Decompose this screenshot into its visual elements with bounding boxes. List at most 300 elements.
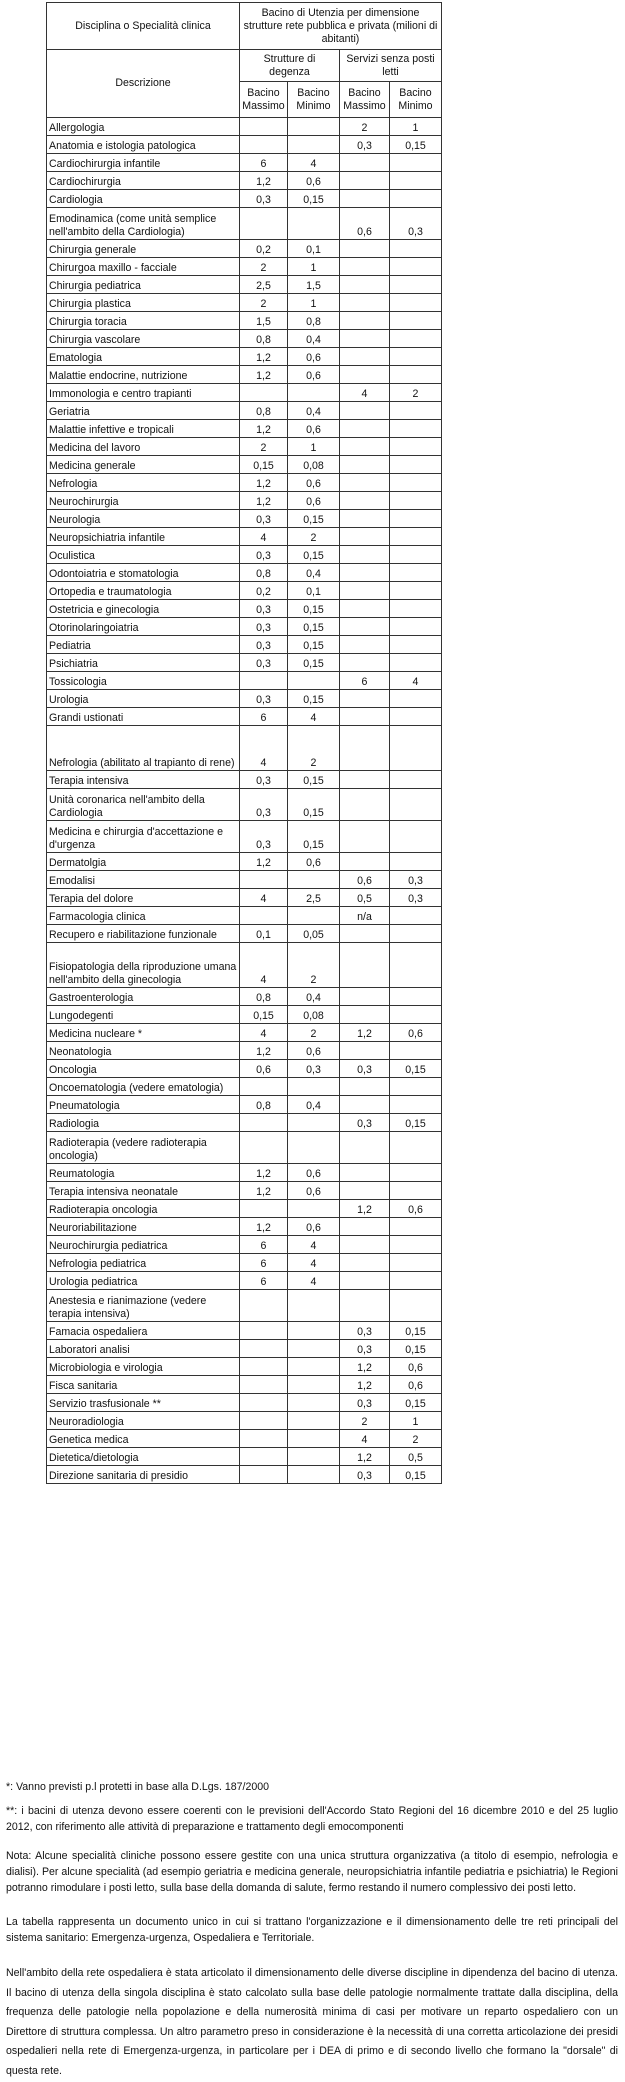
cell-disciplina: Chirurgia plastica: [47, 294, 240, 312]
cell-disciplina: Allergologia: [47, 118, 240, 136]
cell-strutture-bacino-minimo: 0,6: [288, 366, 340, 384]
table-row: [47, 258, 442, 276]
cell-strutture-bacino-massimo: 1,5: [240, 312, 288, 330]
table-row: [47, 1218, 442, 1236]
table-row: [47, 1322, 442, 1340]
cell-disciplina: Medicina generale: [47, 456, 240, 474]
cell-servizi-bacino-minimo: [390, 726, 442, 771]
cell-servizi-bacino-minimo: 0,3: [390, 208, 442, 240]
cell-strutture-bacino-massimo: 0,3: [240, 771, 288, 789]
cell-servizi-bacino-massimo: [340, 1164, 390, 1182]
cell-servizi-bacino-massimo: 0,6: [340, 208, 390, 240]
cell-strutture-bacino-minimo: [288, 907, 340, 925]
cell-strutture-bacino-minimo: 4: [288, 1272, 340, 1290]
table-row: [47, 771, 442, 789]
cell-strutture-bacino-minimo: [288, 1358, 340, 1376]
table-row: [47, 528, 442, 546]
cell-servizi-bacino-minimo: [390, 943, 442, 988]
cell-strutture-bacino-massimo: [240, 1114, 288, 1132]
table-row: [47, 1200, 442, 1218]
cell-strutture-bacino-massimo: [240, 907, 288, 925]
cell-servizi-bacino-massimo: 1,2: [340, 1448, 390, 1466]
cell-strutture-bacino-minimo: [288, 672, 340, 690]
cell-servizi-bacino-massimo: 0,3: [340, 1114, 390, 1132]
table-row: [47, 636, 442, 654]
cell-strutture-bacino-minimo: [288, 136, 340, 154]
cell-strutture-bacino-massimo: 1,2: [240, 348, 288, 366]
cell-servizi-bacino-minimo: 4: [390, 672, 442, 690]
cell-disciplina: Nefrologia (abilitato al trapianto di rene): [47, 726, 240, 771]
cell-servizi-bacino-massimo: 1,2: [340, 1024, 390, 1042]
table-row: [47, 1006, 442, 1024]
cell-disciplina: Urologia pediatrica: [47, 1272, 240, 1290]
cell-strutture-bacino-minimo: 4: [288, 708, 340, 726]
cell-servizi-bacino-minimo: 0,6: [390, 1024, 442, 1042]
cell-strutture-bacino-massimo: [240, 1376, 288, 1394]
cell-strutture-bacino-massimo: 0,15: [240, 1006, 288, 1024]
cell-strutture-bacino-minimo: 2: [288, 726, 340, 771]
cell-servizi-bacino-massimo: [340, 312, 390, 330]
cell-strutture-bacino-minimo: [288, 1322, 340, 1340]
cell-strutture-bacino-massimo: 0,8: [240, 988, 288, 1006]
cell-strutture-bacino-minimo: [288, 1340, 340, 1358]
cell-strutture-bacino-minimo: 0,15: [288, 190, 340, 208]
cell-strutture-bacino-minimo: 0,15: [288, 636, 340, 654]
cell-servizi-bacino-minimo: [390, 528, 442, 546]
table-row: [47, 1096, 442, 1114]
cell-strutture-bacino-massimo: [240, 118, 288, 136]
cell-strutture-bacino-massimo: 0,8: [240, 330, 288, 348]
cell-disciplina: Radioterapia (vedere radioterapia oncologia): [47, 1132, 240, 1164]
cell-servizi-bacino-massimo: [340, 190, 390, 208]
cell-strutture-bacino-massimo: 2: [240, 294, 288, 312]
cell-servizi-bacino-minimo: [390, 348, 442, 366]
table-row: [47, 420, 442, 438]
cell-servizi-bacino-massimo: [340, 708, 390, 726]
table-row: [47, 492, 442, 510]
cell-servizi-bacino-minimo: [390, 1078, 442, 1096]
cell-strutture-bacino-minimo: 1: [288, 294, 340, 312]
cell-servizi-bacino-massimo: 0,3: [340, 1060, 390, 1078]
table-row: [47, 1376, 442, 1394]
cell-servizi-bacino-massimo: 1,2: [340, 1200, 390, 1218]
cell-disciplina: Medicina e chirurgia d'accettazione e d'urgenza: [47, 821, 240, 853]
cell-strutture-bacino-massimo: 1,2: [240, 420, 288, 438]
cell-disciplina: Terapia intensiva neonatale: [47, 1182, 240, 1200]
table-row: [47, 312, 442, 330]
cell-strutture-bacino-massimo: 4: [240, 726, 288, 771]
table-row: [47, 708, 442, 726]
cell-servizi-bacino-minimo: [390, 1006, 442, 1024]
cell-disciplina: Grandi ustionati: [47, 708, 240, 726]
cell-disciplina: Farmacologia clinica: [47, 907, 240, 925]
table-row: [47, 294, 442, 312]
cell-disciplina: Anestesia e rianimazione (vedere terapia intensiva): [47, 1290, 240, 1322]
cell-strutture-bacino-massimo: [240, 1340, 288, 1358]
footnote-single-star: [6, 1779, 618, 1795]
cell-disciplina: Oncoematologia (vedere ematologia): [47, 1078, 240, 1096]
cell-servizi-bacino-massimo: [340, 420, 390, 438]
cell-strutture-bacino-massimo: 1,2: [240, 1164, 288, 1182]
cell-strutture-bacino-massimo: 1,2: [240, 1182, 288, 1200]
cell-disciplina: Dietetica/dietologia: [47, 1448, 240, 1466]
cell-strutture-bacino-massimo: [240, 1394, 288, 1412]
cell-disciplina: Neurologia: [47, 510, 240, 528]
cell-disciplina: Chirurgia toracia: [47, 312, 240, 330]
header-strutture-bacino-minimo: Bacino Minimo: [288, 82, 340, 118]
cell-servizi-bacino-minimo: [390, 312, 442, 330]
cell-disciplina: Immonologia e centro trapianti: [47, 384, 240, 402]
cell-disciplina: Terapia del dolore: [47, 889, 240, 907]
cell-strutture-bacino-minimo: 0,08: [288, 1006, 340, 1024]
table-row: [47, 1412, 442, 1430]
table-row: [47, 1430, 442, 1448]
cell-strutture-bacino-massimo: [240, 384, 288, 402]
cell-disciplina: Fisiopatologia della riproduzione umana nell'ambito della ginecologia: [47, 943, 240, 988]
cell-strutture-bacino-minimo: 0,15: [288, 510, 340, 528]
cell-servizi-bacino-minimo: [390, 366, 442, 384]
cell-strutture-bacino-massimo: 4: [240, 889, 288, 907]
cell-strutture-bacino-massimo: [240, 871, 288, 889]
cell-servizi-bacino-massimo: [340, 564, 390, 582]
cell-servizi-bacino-massimo: [340, 636, 390, 654]
cell-servizi-bacino-massimo: [340, 1290, 390, 1322]
cell-servizi-bacino-minimo: 0,6: [390, 1358, 442, 1376]
cell-servizi-bacino-minimo: [390, 438, 442, 456]
cell-servizi-bacino-minimo: 0,15: [390, 1114, 442, 1132]
cell-servizi-bacino-minimo: [390, 925, 442, 943]
table-row: [47, 1132, 442, 1164]
cell-strutture-bacino-massimo: 0,3: [240, 618, 288, 636]
cell-strutture-bacino-minimo: 0,6: [288, 420, 340, 438]
cell-strutture-bacino-minimo: 2,5: [288, 889, 340, 907]
table-row: [47, 118, 442, 136]
cell-servizi-bacino-minimo: [390, 1096, 442, 1114]
cell-disciplina: Malattie endocrine, nutrizione: [47, 366, 240, 384]
cell-strutture-bacino-massimo: 6: [240, 1272, 288, 1290]
cell-servizi-bacino-minimo: [390, 276, 442, 294]
table-row: [47, 925, 442, 943]
cell-servizi-bacino-minimo: [390, 1218, 442, 1236]
table-row: [47, 1114, 442, 1132]
cell-servizi-bacino-minimo: [390, 1272, 442, 1290]
cell-strutture-bacino-massimo: [240, 1466, 288, 1484]
cell-strutture-bacino-minimo: [288, 118, 340, 136]
cell-strutture-bacino-massimo: 0,3: [240, 600, 288, 618]
cell-servizi-bacino-minimo: [390, 771, 442, 789]
cell-strutture-bacino-minimo: 0,1: [288, 240, 340, 258]
cell-strutture-bacino-massimo: 6: [240, 1236, 288, 1254]
cell-strutture-bacino-minimo: 0,8: [288, 312, 340, 330]
cell-strutture-bacino-massimo: 0,3: [240, 690, 288, 708]
cell-servizi-bacino-massimo: [340, 853, 390, 871]
cell-disciplina: Chirurgia generale: [47, 240, 240, 258]
cell-disciplina: Neonatologia: [47, 1042, 240, 1060]
table-row: [47, 154, 442, 172]
cell-servizi-bacino-minimo: 0,15: [390, 1060, 442, 1078]
cell-strutture-bacino-massimo: 2,5: [240, 276, 288, 294]
cell-disciplina: Emodalisi: [47, 871, 240, 889]
cell-disciplina: Odontoiatria e stomatologia: [47, 564, 240, 582]
cell-disciplina: Gastroenterologia: [47, 988, 240, 1006]
cell-disciplina: Cardiochirurgia infantile: [47, 154, 240, 172]
cell-strutture-bacino-minimo: 0,6: [288, 1042, 340, 1060]
cell-servizi-bacino-minimo: [390, 708, 442, 726]
cell-disciplina: Direzione sanitaria di presidio: [47, 1466, 240, 1484]
table-row: [47, 1164, 442, 1182]
cell-servizi-bacino-minimo: [390, 821, 442, 853]
cell-servizi-bacino-minimo: [390, 510, 442, 528]
cell-servizi-bacino-minimo: 0,15: [390, 1322, 442, 1340]
cell-servizi-bacino-minimo: 0,6: [390, 1376, 442, 1394]
cell-strutture-bacino-minimo: 0,15: [288, 618, 340, 636]
table-row: [47, 1448, 442, 1466]
table-row: [47, 582, 442, 600]
table-row: [47, 330, 442, 348]
footnote-single-star-text: *: Vanno previsti p.l protetti in base alla D.Lgs. 187/2000: [6, 1781, 270, 1793]
cell-disciplina: Pediatria: [47, 636, 240, 654]
table-row: [47, 853, 442, 871]
cell-disciplina: Radiologia: [47, 1114, 240, 1132]
cell-strutture-bacino-minimo: [288, 1448, 340, 1466]
cell-disciplina: Neurochirurgia pediatrica: [47, 1236, 240, 1254]
cell-strutture-bacino-massimo: [240, 136, 288, 154]
cell-servizi-bacino-massimo: [340, 276, 390, 294]
cell-servizi-bacino-minimo: [390, 402, 442, 420]
cell-servizi-bacino-massimo: [340, 510, 390, 528]
cell-disciplina: Recupero e riabilitazione funzionale: [47, 925, 240, 943]
cell-servizi-bacino-massimo: [340, 1078, 390, 1096]
cell-servizi-bacino-minimo: [390, 600, 442, 618]
cell-servizi-bacino-massimo: [340, 154, 390, 172]
cell-servizi-bacino-minimo: 0,5: [390, 1448, 442, 1466]
table-row: [47, 871, 442, 889]
cell-strutture-bacino-massimo: 0,3: [240, 654, 288, 672]
cell-strutture-bacino-minimo: [288, 384, 340, 402]
cell-servizi-bacino-massimo: 0,5: [340, 889, 390, 907]
cell-disciplina: Laboratori analisi: [47, 1340, 240, 1358]
cell-disciplina: Neurochirurgia: [47, 492, 240, 510]
cell-strutture-bacino-massimo: 1,2: [240, 1042, 288, 1060]
cell-strutture-bacino-minimo: 0,08: [288, 456, 340, 474]
table-row: [47, 276, 442, 294]
cell-servizi-bacino-massimo: [340, 925, 390, 943]
cell-servizi-bacino-massimo: 1,2: [340, 1358, 390, 1376]
cell-strutture-bacino-massimo: 2: [240, 438, 288, 456]
cell-strutture-bacino-minimo: 0,6: [288, 1182, 340, 1200]
header-bacino-utenza: Bacino di Utenzia per dimensione strutture rete pubblica e privata (milioni di abitanti): [240, 3, 442, 50]
cell-servizi-bacino-massimo: [340, 330, 390, 348]
table-row: [47, 208, 442, 240]
cell-servizi-bacino-massimo: [340, 821, 390, 853]
cell-servizi-bacino-massimo: [340, 726, 390, 771]
cell-servizi-bacino-massimo: 2: [340, 118, 390, 136]
cell-strutture-bacino-minimo: 0,1: [288, 582, 340, 600]
table-row: [47, 1290, 442, 1322]
cell-strutture-bacino-minimo: 0,6: [288, 1164, 340, 1182]
cell-servizi-bacino-massimo: [340, 366, 390, 384]
table-row: [47, 546, 442, 564]
cell-strutture-bacino-massimo: 4: [240, 1024, 288, 1042]
cell-disciplina: Famacia ospedaliera: [47, 1322, 240, 1340]
cell-strutture-bacino-minimo: 0,15: [288, 821, 340, 853]
table-row: [47, 1042, 442, 1060]
cell-strutture-bacino-minimo: 0,6: [288, 348, 340, 366]
cell-servizi-bacino-minimo: [390, 492, 442, 510]
cell-strutture-bacino-minimo: 0,15: [288, 771, 340, 789]
cell-strutture-bacino-minimo: 0,15: [288, 690, 340, 708]
nota-text: Nota: Alcune specialità cliniche possono essere gestite con una unica struttura organizzativa (a titolo di esempio, nefrologia e dialisi). Per alcune specialità (ad esempio geriatria e medicina generale, neuropsichiatria infantile pediatria e psichiatria) le Regioni potranno rimodulare i posti letto, sulla base della domanda di salute, fermo restando il numero complessivo dei posti letto.: [6, 1850, 618, 1894]
cell-disciplina: Cardiochirurgia: [47, 172, 240, 190]
cell-disciplina: Neuroradiologia: [47, 1412, 240, 1430]
cell-servizi-bacino-minimo: [390, 988, 442, 1006]
table-row: [47, 690, 442, 708]
cell-servizi-bacino-minimo: [390, 1290, 442, 1322]
cell-strutture-bacino-minimo: 0,4: [288, 1096, 340, 1114]
header-servizi-bacino-minimo: Bacino Minimo: [390, 82, 442, 118]
cell-disciplina: Malattie infettive e tropicali: [47, 420, 240, 438]
tabella-paragraph: [6, 1914, 618, 1946]
cell-disciplina: Ortopedia e traumatologia: [47, 582, 240, 600]
cell-strutture-bacino-massimo: 0,3: [240, 821, 288, 853]
cell-servizi-bacino-massimo: [340, 1006, 390, 1024]
cell-strutture-bacino-minimo: 1: [288, 258, 340, 276]
cell-servizi-bacino-minimo: 0,15: [390, 1394, 442, 1412]
tabella-text: La tabella rappresenta un documento unico in cui si trattano l'organizzazione e il dimensionamento delle tre reti principali del sistema sanitario: Emergenza-urgenza, Ospedaliera e Territoriale.: [6, 1916, 618, 1944]
cell-disciplina: Ostetricia e ginecologia: [47, 600, 240, 618]
cell-strutture-bacino-minimo: 0,15: [288, 654, 340, 672]
cell-disciplina: Unità coronarica nell'ambito della Cardiologia: [47, 789, 240, 821]
table-row: [47, 789, 442, 821]
cell-strutture-bacino-massimo: [240, 1132, 288, 1164]
cell-strutture-bacino-massimo: 1,2: [240, 366, 288, 384]
cell-servizi-bacino-minimo: [390, 618, 442, 636]
cell-disciplina: Fisca sanitaria: [47, 1376, 240, 1394]
footnote-double-star: [6, 1803, 618, 1835]
cell-disciplina: Cardiologia: [47, 190, 240, 208]
header-disciplina: Disciplina o Specialità clinica: [47, 3, 240, 50]
cell-servizi-bacino-massimo: [340, 988, 390, 1006]
cell-servizi-bacino-massimo: [340, 690, 390, 708]
cell-strutture-bacino-minimo: 0,3: [288, 1060, 340, 1078]
cell-strutture-bacino-massimo: [240, 1200, 288, 1218]
cell-servizi-bacino-minimo: [390, 1042, 442, 1060]
cell-strutture-bacino-massimo: 0,15: [240, 456, 288, 474]
table-row: [47, 1254, 442, 1272]
cell-strutture-bacino-minimo: 0,4: [288, 988, 340, 1006]
cell-servizi-bacino-massimo: [340, 618, 390, 636]
cell-servizi-bacino-minimo: 0,3: [390, 871, 442, 889]
rete-ospedaliera-paragraph: [6, 1964, 618, 2082]
cell-disciplina: Tossicologia: [47, 672, 240, 690]
cell-servizi-bacino-massimo: [340, 1236, 390, 1254]
cell-servizi-bacino-massimo: [340, 172, 390, 190]
cell-strutture-bacino-massimo: 2: [240, 258, 288, 276]
table-row: [47, 240, 442, 258]
cell-disciplina: Pneumatologia: [47, 1096, 240, 1114]
table-row: [47, 943, 442, 988]
table-row: [47, 366, 442, 384]
cell-strutture-bacino-massimo: 1,2: [240, 172, 288, 190]
cell-disciplina: Urologia: [47, 690, 240, 708]
cell-strutture-bacino-massimo: [240, 1430, 288, 1448]
cell-servizi-bacino-massimo: [340, 1254, 390, 1272]
cell-servizi-bacino-minimo: [390, 474, 442, 492]
cell-strutture-bacino-minimo: [288, 1078, 340, 1096]
cell-strutture-bacino-massimo: 1,2: [240, 492, 288, 510]
cell-servizi-bacino-massimo: [340, 1042, 390, 1060]
cell-servizi-bacino-minimo: 1: [390, 118, 442, 136]
table-row: [47, 1060, 442, 1078]
cell-strutture-bacino-massimo: [240, 1078, 288, 1096]
cell-servizi-bacino-massimo: 0,3: [340, 1340, 390, 1358]
cell-servizi-bacino-massimo: [340, 348, 390, 366]
cell-servizi-bacino-massimo: [340, 294, 390, 312]
cell-servizi-bacino-minimo: [390, 456, 442, 474]
cell-servizi-bacino-massimo: [340, 546, 390, 564]
table-row: [47, 136, 442, 154]
cell-servizi-bacino-massimo: [340, 1272, 390, 1290]
cell-servizi-bacino-minimo: [390, 564, 442, 582]
cell-strutture-bacino-massimo: 6: [240, 1254, 288, 1272]
cell-servizi-bacino-minimo: [390, 582, 442, 600]
cell-servizi-bacino-massimo: [340, 474, 390, 492]
cell-strutture-bacino-minimo: [288, 1466, 340, 1484]
cell-servizi-bacino-massimo: n/a: [340, 907, 390, 925]
cell-servizi-bacino-massimo: 0,3: [340, 1466, 390, 1484]
table-row: [47, 1358, 442, 1376]
table-row: [47, 1394, 442, 1412]
table-row: [47, 821, 442, 853]
cell-disciplina: Oncologia: [47, 1060, 240, 1078]
cell-disciplina: Dermatolgia: [47, 853, 240, 871]
cell-disciplina: Psichiatria: [47, 654, 240, 672]
cell-servizi-bacino-minimo: 2: [390, 1430, 442, 1448]
cell-strutture-bacino-minimo: 4: [288, 1254, 340, 1272]
cell-servizi-bacino-minimo: [390, 1132, 442, 1164]
cell-servizi-bacino-massimo: 0,3: [340, 1322, 390, 1340]
cell-servizi-bacino-minimo: [390, 294, 442, 312]
cell-servizi-bacino-massimo: 0,3: [340, 136, 390, 154]
cell-servizi-bacino-massimo: 4: [340, 384, 390, 402]
cell-servizi-bacino-minimo: 0,15: [390, 136, 442, 154]
cell-servizi-bacino-massimo: [340, 771, 390, 789]
cell-servizi-bacino-massimo: 4: [340, 1430, 390, 1448]
cell-servizi-bacino-minimo: [390, 546, 442, 564]
cell-servizi-bacino-minimo: [390, 690, 442, 708]
cell-servizi-bacino-massimo: [340, 456, 390, 474]
cell-servizi-bacino-minimo: 0,15: [390, 1340, 442, 1358]
cell-strutture-bacino-massimo: 1,2: [240, 474, 288, 492]
cell-strutture-bacino-massimo: [240, 1290, 288, 1322]
cell-servizi-bacino-minimo: 2: [390, 384, 442, 402]
cell-disciplina: Lungodegenti: [47, 1006, 240, 1024]
table-row: [47, 672, 442, 690]
cell-strutture-bacino-massimo: [240, 1412, 288, 1430]
footnote-double-star-text: **: i bacini di utenza devono essere coerenti con le previsioni dell'Accordo Stato Regioni del 16 dicembre 2010 e del 25 luglio 2012, con riferimento alle attività di preparazione e trattamento degli emocomponenti: [6, 1805, 618, 1833]
header-servizi-bacino-massimo: Bacino Massimo: [340, 82, 390, 118]
cell-strutture-bacino-minimo: 0,15: [288, 600, 340, 618]
table-row: [47, 384, 442, 402]
cell-disciplina: Neuroriabilitazione: [47, 1218, 240, 1236]
cell-strutture-bacino-minimo: [288, 1132, 340, 1164]
cell-strutture-bacino-massimo: 6: [240, 708, 288, 726]
cell-strutture-bacino-massimo: [240, 1322, 288, 1340]
cell-servizi-bacino-minimo: 0,6: [390, 1200, 442, 1218]
cell-servizi-bacino-massimo: [340, 402, 390, 420]
cell-strutture-bacino-minimo: 0,15: [288, 546, 340, 564]
table-row: [47, 726, 442, 771]
